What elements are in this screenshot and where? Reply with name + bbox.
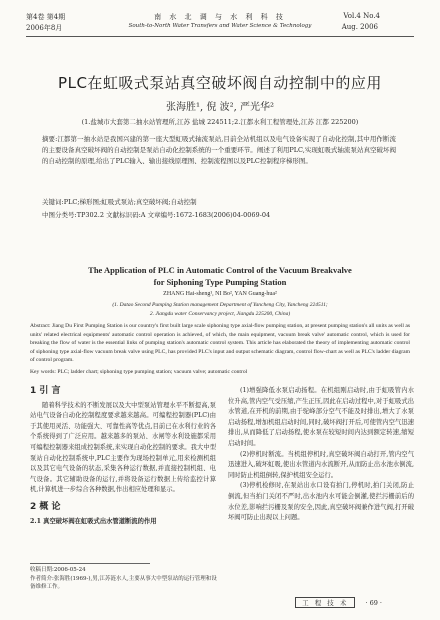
paragraph-maintenance: (3)停机检修时,在泵站出水口设有拍门,停机时,拍门关闭,防止倒流,但当拍门关闭不严时,出水池内水可能会倒灌,使拦污栅前后的水位差,影响拦污栅及泵的安全,因此,真空破坏阀兼作进气阀,打开破坏阀可防止出现以上问题。 — [228, 482, 414, 522]
english-authors: ZHANG Hai-sheng¹, NI Bo², YAN Guang-hua² — [163, 291, 277, 297]
body-column-right — [228, 386, 414, 524]
english-affiliation-line1: (1. Datao Second Pumping Station management Department of Yancheng City, Yancheng 224511; — [112, 302, 328, 308]
section-tag: 工 程 技 术 — [295, 597, 355, 608]
journal-name-cn: 南 水 北 调 与 水 利 科 技 — [154, 13, 286, 21]
introduction-paragraph: 随着科学技术的不断发展以及大中型泵站管理水平不断提高,泵站电气设备自动化控制程度要求越来越高。可编程控制器(PLC)由于其使用灵活、功能强大、可靠性高等优点,目前已在水利行业的各个系统得到了广泛应用。越来越多的泵站、水闸等水利设施都采用可编程控制器来组成控制系统,来实现自动化控制的要求。我大中型泵站自动化控制系统中,PLC主要作为现场控制单元,用来检测机组以及其它电气设备的状态,采集各种运行数据,并直接控制机组、电气设备。其它辅助设备的运行,并将设备运行数据上传给监控计算机,计算机进一步综合各种数据,作出相应处理和显示。 — [30, 401, 216, 494]
paper-title: PLC在虹吸式泵站真空破坏阀自动控制中的应用 — [58, 74, 382, 92]
section-heading-overview: 2 概 论 — [30, 501, 61, 512]
footnote-received: 收稿日期:2006-05-24 — [30, 567, 86, 573]
volume-issue-en: Vol.4 No.4 — [343, 12, 380, 20]
english-title — [0, 264, 440, 288]
page-number: · 69 · — [365, 599, 382, 607]
classification-info: 中图分类号:TP302.2 文献标识码:A 文章编号:1672-1683(2006)04-0069-04 — [42, 211, 271, 219]
english-affiliation-line2: 2. Jiangdu water Conservancy project, Jiangdu 225200, China) — [149, 310, 291, 317]
journal-header — [0, 0, 440, 44]
issue-date-en: Aug. 2006 — [341, 23, 378, 31]
section-heading-introduction: 1 引 言 — [30, 386, 61, 396]
english-affiliation — [0, 301, 440, 318]
abstract-en: Abstract: Jiang Du First Pumping Station is our country's first built large scale siphoning type axial-flow pumping station, at present pumping station's all units as well as units' related electrical equipments' automatic control operation is achieved, of which, the main equipment, vacuum break valve' automatic control, which is used for breaking the flow of water is the essential links of pumping station's automatic control system. This article has elaborated the theory of implementing automatic control of siphoning type axial-flow vacuum break valve using PLC, has provided PLC's input and output schematic diagram, control flow-chart as well as PLC's ladder diagram of control program. — [30, 323, 410, 364]
journal-name-en: South-to-North Water Transfers and Water Science & Technology — [128, 23, 312, 29]
keywords-cn: 关键词:PLC;梯形图;虹吸式泵站;真空破坏阀;自动控制 — [42, 198, 197, 206]
issue-date: 2006年8月 — [26, 24, 63, 32]
header-rule — [26, 36, 414, 37]
paragraph-stop-break: (2)停机时断流。当机组停机时,真空破坏阀自动打开,管内空气迅速进入,破坏虹吸,使出水管道内水流断开,从而防止出水池水倒流,同时防止机组倒转,保护机组安全运行。 — [228, 450, 414, 479]
volume-issue: 第4卷 第4期 — [26, 13, 66, 21]
english-title-line2: for Siphoning Type Pumping Station — [153, 277, 287, 287]
paper-authors: 张海胜¹, 倪 波², 严光华² — [166, 102, 274, 113]
footnote-author: 作者简介:张海胜(1969-),男,江苏涟水人,主要从事大中型泵站的运行管理和设备维修工作。 — [30, 576, 217, 590]
keywords-en: Key words: PLC; ladder chart; siphoning type pumping station; vacuum valve; automatic control — [30, 369, 248, 375]
english-title-line1: The Application of PLC in Automatic Control of the Vacuum Breakvalve — [88, 265, 352, 275]
subsection-heading: 2.1 真空破坏阀在虹吸式出水管道断流的作用 — [30, 517, 157, 525]
page-footer — [295, 597, 382, 608]
footnote-rule — [30, 563, 150, 564]
abstract-cn: 摘要:江都第一抽水站是我国兴建的第一座大型虹吸式轴流泵站,目前全站机组以及电气设备实现了自动化控制,其中用作断流的主要设备真空破坏阀的自动控制是泵站自动化控制系统的一个重要环节。阐述了利用PLC,实现虹吸式轴流泵站真空破坏阀的自动控制的原理,给出了PLC输入、输出接线原理图、控制流程图以及PLC控制程序梯形图。 — [42, 135, 396, 165]
paragraph-start-reduce: (1)增强降低水泵启动扬程。在机组刚启动时,由于虹吸管内水位升高,管内空气受压缩,产生正压,因此在启动过程中,对于虹吸式出水管道,在开机的前期,由于驼峰部分空气不能及时排出,增大了水泵启动扬程,增加机组启动时间,同时,破坏阀打开后,可使管内空气迅速排出,从而降低了启动扬程,使水泵在较短时间内达到额定转速,缩短启动时间。 — [228, 387, 414, 447]
author-affiliation: (1.盐城市大套第二抽水站管理所,江苏 盐城 224511;2.江都水利工程管理处,江苏 江都 225200) — [81, 118, 359, 126]
body-column-left — [30, 386, 216, 527]
